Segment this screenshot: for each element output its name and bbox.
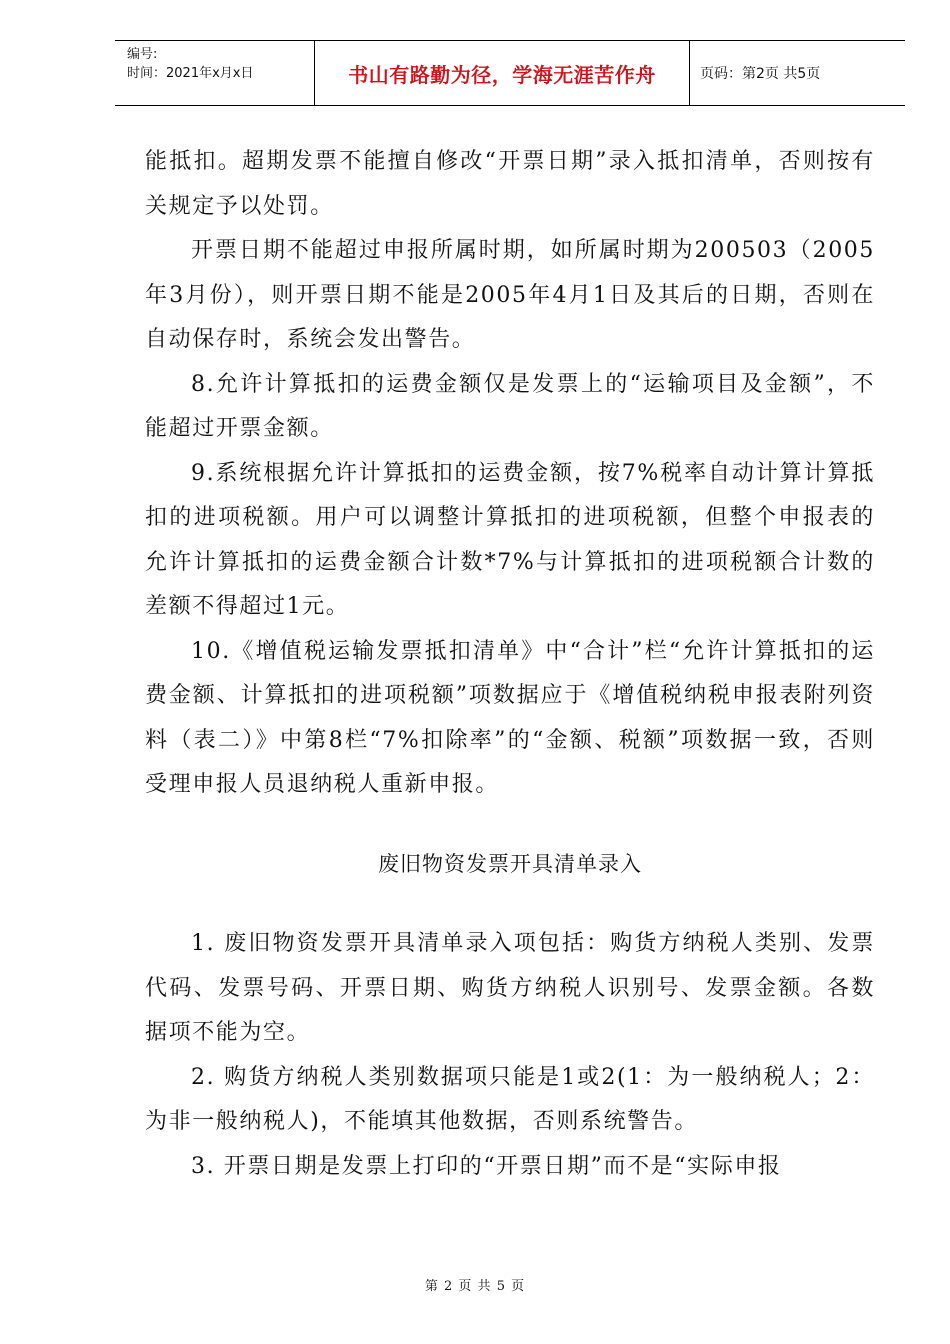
page-footer: 第 2 页 共 5 页 [424, 1279, 526, 1294]
paragraph: 1. 废旧物资发票开具清单录入项包括：购货方纳税人类别、发票代码、发票号码、开票日期、购货方纳税人识别号、发票金额。各数据项不能为空。 [145, 931, 875, 1045]
document-header [115, 40, 905, 106]
serial-label: 编号: [127, 47, 158, 62]
paragraph: 2. 购货方纳税人类别数据项只能是1或2(1：为一般纳税人；2：为非一般纳税人)，不能填其他数据，否则系统警告。 [145, 1064, 875, 1134]
paragraph: 9.系统根据允许计算抵扣的运费金额，按7%税率自动计算计算抵扣的进项税额。用户可以调整计算抵扣的进项税额，但整个申报表的允许计算抵扣的运费金额合计数*7%与计算抵扣的进项税额合计数的差额不得超过1元。 [145, 460, 875, 619]
paragraph: 开票日期不能超过申报所属时期，如所属时期为200503（2005年3月份），则开票日期不能是2005年4月1日及其后的日期，否则在自动保存时，系统会发出警告。 [145, 238, 875, 352]
paragraph: 能抵扣。超期发票不能擅自修改“开票日期”录入抵扣清单，否则按有关规定予以处罚。 [145, 149, 875, 219]
header-page-label: 页码：第2页 共5页 [700, 66, 821, 82]
paragraph: 3. 开票日期是发票上打印的“开票日期”而不是“实际申报 [191, 1153, 782, 1179]
document-body [145, 140, 875, 1189]
section-title: 废旧物资发票开具清单录入 [378, 851, 642, 876]
header-meta [115, 41, 315, 105]
header-motto: 书山有路勤为径，学海无涯苦作舟 [315, 41, 690, 105]
paragraph: 8.允许计算抵扣的运费金额仅是发票上的“运输项目及金额”，不能超过开票金额。 [145, 371, 875, 441]
paragraph: 10.《增值税运输发票抵扣清单》中“合计”栏“允许计算抵扣的运费金额、计算抵扣的进项税额”项数据应于《增值税纳税申报表附列资料（表二）》中第8栏“7%扣除率”的“金额、税额”项数据一致，否则受理申报人员退纳税人重新申报。 [145, 638, 875, 797]
time-label: 时间：2021年x月x日 [127, 66, 254, 81]
